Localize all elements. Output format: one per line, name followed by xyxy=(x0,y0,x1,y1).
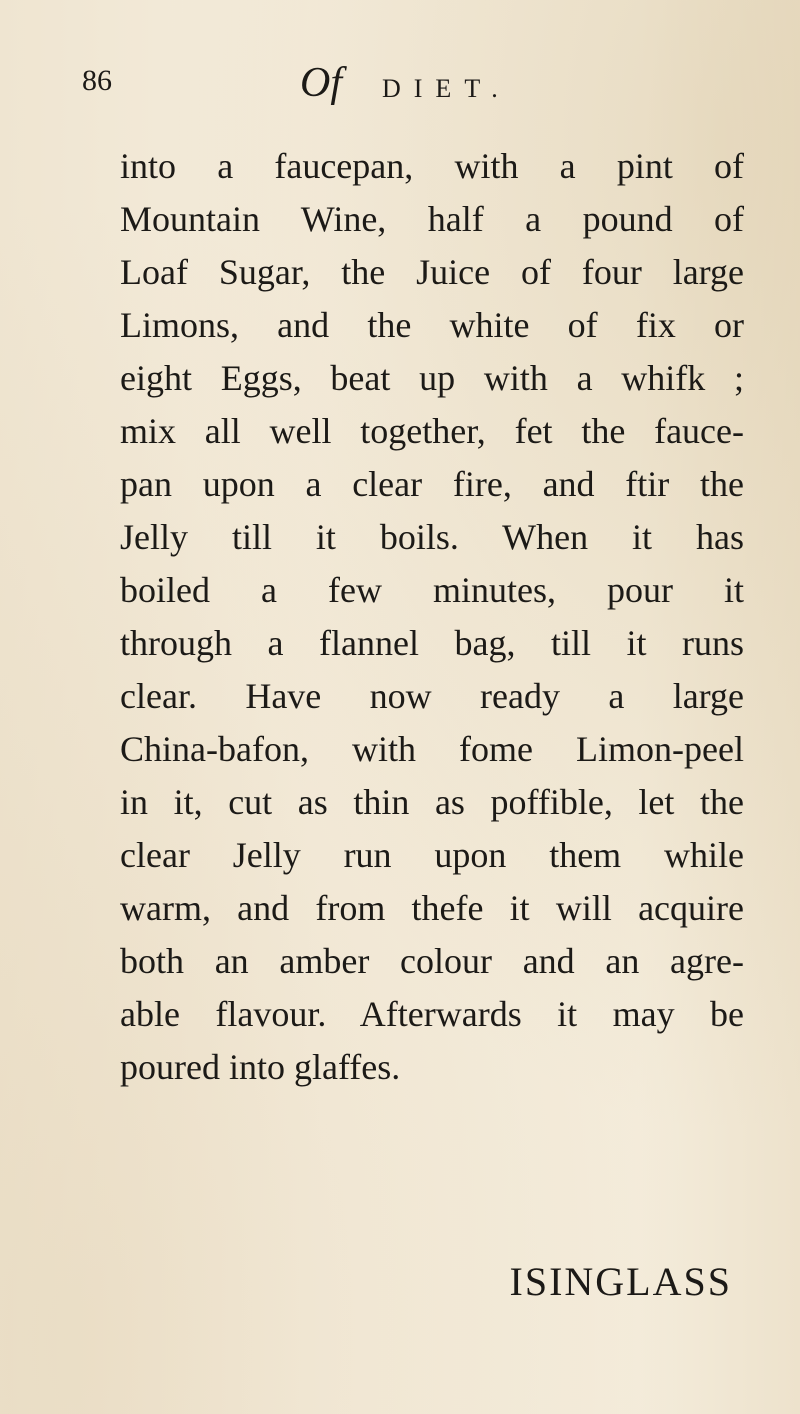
text-line: both an amber colour and an agre- xyxy=(120,941,744,981)
text-line: pan upon a clear fire, and ftir the xyxy=(120,464,744,504)
text-line: Loaf Sugar, the Juice of four large xyxy=(120,252,744,292)
page-number: 86 xyxy=(82,64,112,97)
text-line: eight Eggs, beat up with a whifk ; xyxy=(120,358,744,398)
text-line: mix all well together, fet the fauce- xyxy=(120,411,744,451)
text-line: warm, and from thefe it will acquire xyxy=(120,888,744,928)
text-line: able flavour. Afterwards it may be xyxy=(120,994,744,1034)
body-text xyxy=(120,140,744,1094)
page-header xyxy=(82,62,742,112)
text-line: China-bafon, with fome Limon-peel xyxy=(120,729,744,769)
text-line-last: poured into glaffes. xyxy=(120,1047,401,1087)
catchword: ISINGLASS xyxy=(509,1259,732,1304)
text-line: through a flannel bag, till it runs xyxy=(120,623,744,663)
text-line: into a faucepan, with a pint of xyxy=(120,146,744,186)
text-line: Jelly till it boils. When it has xyxy=(120,517,744,557)
text-line: Limons, and the white of fix or xyxy=(120,305,744,345)
text-line: clear. Have now ready a large xyxy=(120,676,744,716)
running-head-title: DIET. xyxy=(382,74,511,103)
text-line: boiled a few minutes, pour it xyxy=(120,570,744,610)
text-line: in it, cut as thin as poffible, let the xyxy=(120,782,744,822)
text-line: clear Jelly run upon them while xyxy=(120,835,744,875)
running-head-italic: Of xyxy=(300,60,342,106)
text-line: Mountain Wine, half a pound of xyxy=(120,199,744,239)
